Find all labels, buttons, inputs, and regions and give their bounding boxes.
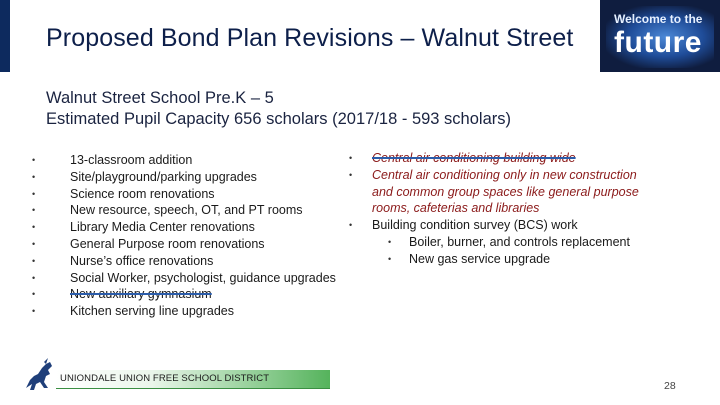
bullet-icon: •: [349, 169, 353, 180]
page-number: 28: [664, 380, 676, 392]
bullet-icon: •: [32, 188, 36, 199]
list-item-struck: • Central air conditioning building wide: [349, 151, 576, 165]
subheading-line-2: Estimated Pupil Capacity 656 scholars (2017/18 - 593 scholars): [46, 110, 511, 128]
list-item: • Nurse’s office renovations: [32, 253, 214, 268]
bullet-icon: •: [32, 222, 36, 233]
logo-future-text: future: [614, 26, 702, 59]
bullet-icon: •: [32, 171, 36, 182]
bullet-icon: •: [388, 236, 392, 247]
bullet-icon: •: [388, 253, 392, 264]
district-footer-bar: [56, 370, 330, 389]
bullet-icon: •: [32, 306, 36, 317]
subheading-line-1: Walnut Street School Pre.K – 5: [46, 89, 274, 107]
slide-title: Proposed Bond Plan Revisions – Walnut Street: [46, 24, 574, 52]
list-item: • Library Media Center renovations: [32, 220, 255, 235]
sub-list-item: • New gas service upgrade: [388, 251, 551, 266]
district-name: UNIONDALE UNION FREE SCHOOL DISTRICT: [60, 373, 270, 384]
bullet-icon: •: [32, 255, 36, 266]
list-item: • Social Worker, psychologist, guidance upgrades: [32, 270, 336, 285]
list-item: • 13-classroom addition: [32, 153, 193, 167]
slide-subheading: [46, 88, 511, 130]
left-bullet-list: [30, 152, 336, 320]
bullet-icon: •: [32, 155, 36, 165]
knight-on-horse-logo: [20, 356, 60, 396]
bcs-sub-list: [372, 234, 645, 268]
welcome-future-logo: [600, 0, 720, 72]
right-bullet-list: [345, 150, 645, 268]
list-item: • New resource, speech, OT, and PT rooms: [32, 203, 303, 218]
list-item: • Central air conditioning only in new construction and common group spaces like general purpose rooms, cafeterias and libraries: [349, 167, 639, 216]
list-item-struck: • New auxiliary gymnasium: [32, 287, 212, 302]
bullet-icon: •: [349, 220, 353, 231]
list-item: • Science room renovations: [32, 186, 215, 201]
bullet-icon: •: [32, 272, 36, 283]
sub-list-item: • Boiler, burner, and controls replacement: [388, 234, 630, 249]
slide-header: [0, 0, 720, 72]
logo-welcome-text: Welcome to the: [614, 12, 703, 26]
list-item: • Kitchen serving line upgrades: [32, 304, 234, 319]
list-item: • Building condition survey (BCS) work • Boiler, burner, and controls replacement • New gas service upgrade: [345, 217, 645, 267]
bullet-icon: •: [32, 205, 36, 216]
bullet-icon: •: [32, 238, 36, 249]
bullet-icon: •: [32, 289, 36, 300]
list-item: • General Purpose room renovations: [32, 236, 265, 251]
bullet-icon: •: [349, 153, 353, 163]
list-item: • Site/playground/parking upgrades: [32, 169, 257, 184]
